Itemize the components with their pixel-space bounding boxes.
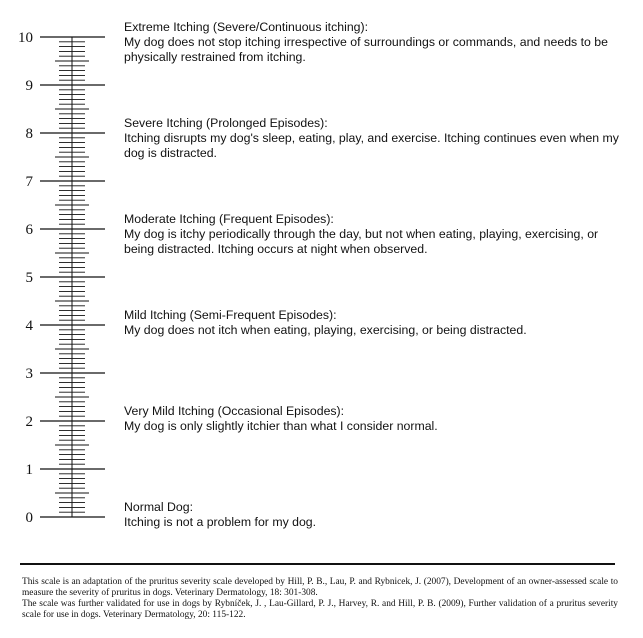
tick-label-8: 8 (25, 126, 33, 142)
severity-title: Severe Itching (Prolonged Episodes): (124, 116, 328, 130)
tick-label-7: 7 (25, 174, 33, 190)
severity-level-10 (124, 20, 624, 65)
severity-description: My dog does not stop itching irrespective of surroundings or commands, and needs to be physically restrained from itching. (124, 35, 608, 64)
tick-label-6: 6 (25, 222, 33, 238)
severity-description: My dog is only slightly itchier than what I consider normal. (124, 419, 438, 433)
tick-label-1: 1 (25, 462, 33, 478)
severity-level-4 (124, 308, 624, 338)
severity-level-8 (124, 116, 624, 161)
severity-title: Moderate Itching (Frequent Episodes): (124, 212, 334, 226)
citation-original: This scale is an adaptation of the pruritus severity scale developed by Hill, P. B., Lau, P. and Rybnicek, J. (2007), Development of an owner-assessed scale to measure the severity of pruritus in dogs. Veterinary Dermatology, 18: 301-308. (22, 577, 618, 598)
scale-ticks (40, 37, 105, 517)
severity-level-2 (124, 404, 624, 434)
tick-label-9: 9 (25, 78, 33, 94)
severity-level-6 (124, 212, 624, 257)
severity-description: My dog does not itch when eating, playing, exercising, or being distracted. (124, 323, 527, 337)
severity-title: Extreme Itching (Severe/Continuous itching): (124, 20, 369, 34)
tick-label-5: 5 (25, 270, 33, 286)
severity-description: Itching disrupts my dog's sleep, eating, play, and exercise. Itching continues even when my dog is distracted. (124, 131, 619, 160)
severity-title: Normal Dog: (124, 500, 194, 514)
severity-scale (0, 0, 120, 545)
severity-level-0 (124, 500, 624, 530)
tick-label-0: 0 (25, 510, 33, 526)
tick-label-3: 3 (25, 366, 33, 382)
severity-description: Itching is not a problem for my dog. (124, 515, 317, 529)
citation-validation: The scale was further validated for use in dogs by Rybníček, J. , Lau-Gillard, P. J., Harvey, R. and Hill, P. B. (2009), Further validation of a pruritus severity scale for use in dogs. Veterinary Dermatology, 20: 115-122. (22, 599, 618, 620)
scale-labels (18, 30, 34, 526)
tick-label-2: 2 (25, 414, 33, 430)
footer-divider (20, 563, 615, 565)
severity-description: My dog is itchy periodically through the day, but not when eating, playing, exercising, or being distracted. Itching occurs at night when observed. (124, 227, 599, 256)
severity-title: Mild Itching (Semi-Frequent Episodes): (124, 308, 337, 322)
severity-title: Very Mild Itching (Occasional Episodes): (124, 404, 345, 418)
tick-label-4: 4 (25, 318, 33, 334)
tick-label-10: 10 (18, 30, 33, 46)
citation-footer (22, 577, 618, 621)
